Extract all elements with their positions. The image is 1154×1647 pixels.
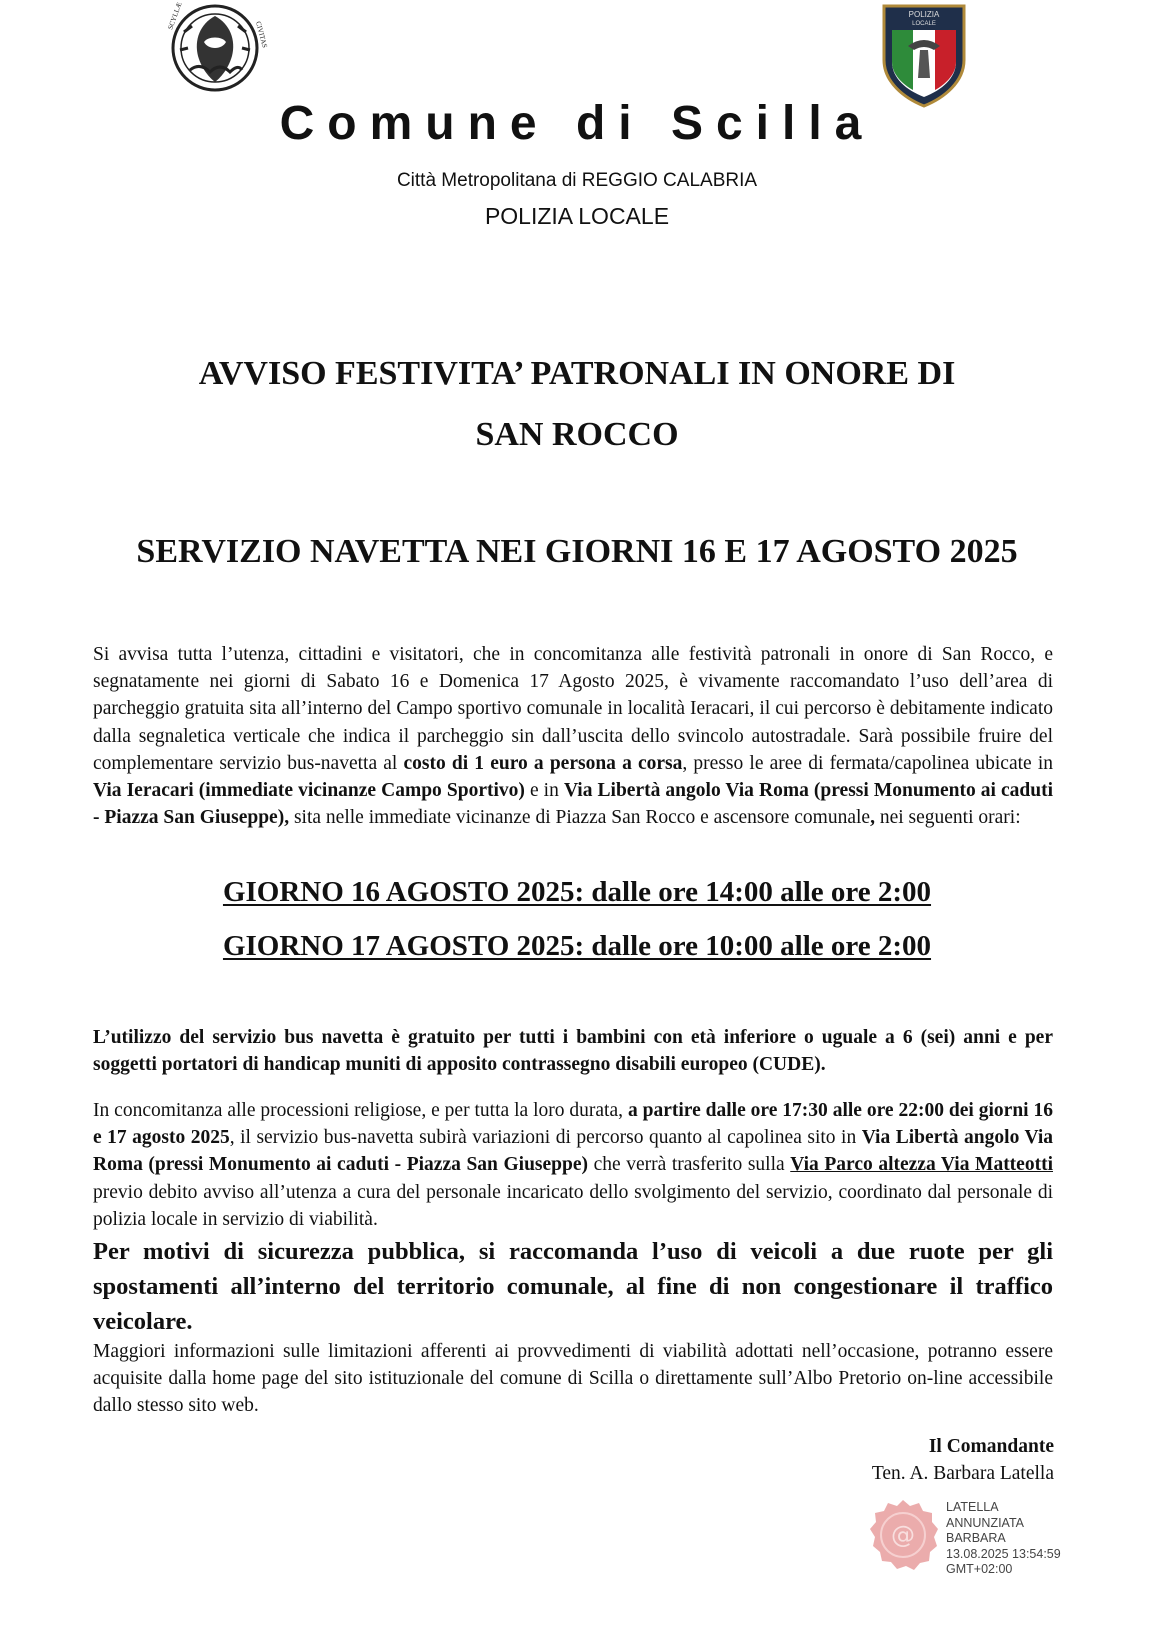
- digital-signature-timezone: GMT+02:00: [946, 1562, 1013, 1577]
- svg-text:LOCALE: LOCALE: [912, 21, 936, 27]
- more-info-paragraph: Maggiori informazioni sulle limitazioni afferenti ai provvedimenti di viabilità adottati nell’occasione, potranno essere acquisite dalla home page del sito istituzionale del comune di Scilla o direttamente sull’Albo Pretorio on-line accessibile dallo stesso sito web.: [93, 1341, 1053, 1417]
- svg-text:@: @: [891, 1521, 915, 1549]
- svg-text:POLIZIA: POLIZIA: [908, 10, 940, 19]
- digital-signature-line: LATELLA: [946, 1500, 999, 1514]
- municipal-seal-logo: [160, 0, 270, 100]
- municipality-title: Comune di Scilla: [279, 97, 875, 150]
- polizia-locale-badge-logo: [878, 0, 970, 108]
- notice-title-line2: SAN ROCCO: [475, 416, 679, 453]
- digital-signature-info: [946, 1500, 1146, 1578]
- signature-name: Ten. A. Barbara Latella: [871, 1463, 1054, 1484]
- free-service-paragraph: L’utilizzo del servizio bus navetta è gratuito per tutti i bambini con età inferiore o uguale a 6 (sei) anni e per soggetti portatori di handicap muniti di apposito contrassegno disabili europeo (CUDE).: [93, 1027, 1053, 1076]
- svg-text:CIVITAS: CIVITAS: [254, 20, 269, 49]
- digital-signature-timestamp: 13.08.2025 13:54:59: [946, 1546, 1061, 1561]
- intro-paragraph: Si avvisa tutta l’utenza, cittadini e visitatori, che in concomitanza alle festività patronali in onore di San Rocco, e segnatamente nei giorni di Sabato 16 e Domenica 17 Agosto 2025, è vivamente raccomandato l’uso dell’area di parcheggio gratuita sita all’interno del Campo sportivo comunale in località Ieracari, il cui percorso è debitamente indicato dalla segnaletica verticale che indica il parcheggio sin dall’uscita dello svincolo autostradale. Sarà possibile fruire del complementare servizio bus-navetta al costo di 1 euro a persona a corsa, presso le aree di fermata/capolinea ubicate in Via Ieracari (immediate vicinanze Campo Sportivo) e in Via Libertà angolo Via Roma (pressi Monumento ai caduti - Piazza San Giuseppe), sita nelle immediate vicinanze di Piazza San Rocco e ascensore comunale, nei seguenti orari:: [93, 644, 1054, 829]
- svg-text:SCYLLÆ: SCYLLÆ: [166, 1, 184, 31]
- schedule-day-16: GIORNO 16 AGOSTO 2025: dalle ore 14:00 alle ore 2:00: [222, 876, 932, 908]
- schedule-day-17: GIORNO 17 AGOSTO 2025: dalle ore 10:00 alle ore 2:00: [222, 930, 932, 962]
- signature-role: Il Comandante: [928, 1436, 1054, 1457]
- safety-recommendation: Per motivi di sicurezza pubblica, si raccomanda l’uso di veicoli a due ruote per gli spostamenti all’interno del territorio comunale, al fine di non congestionare il traffico veicolare.: [93, 1238, 1053, 1335]
- notice-title-line1: AVVISO FESTIVITA’ PATRONALI IN ONORE DI: [198, 355, 956, 392]
- notice-subtitle: SERVIZIO NAVETTA NEI GIORNI 16 E 17 AGOSTO 2025: [136, 533, 1018, 570]
- processions-paragraph: In concomitanza alle processioni religiose, e per tutta la loro durata, a partire dalle ore 17:30 alle ore 22:00 dei giorni 16 e 17 agosto 2025, il servizio bus-navetta subirà variazioni di percorso quanto al capolinea sito in Via Libertà angolo Via Roma (pressi Monumento ai caduti - Piazza San Giuseppe) che verrà trasferito sulla Via Parco altezza Via Matteotti previo debito avviso all’utenza a cura del personale incaricato dello svolgimento del servizio, coordinato dal personale di polizia locale in servizio di viabilità.: [93, 1100, 1053, 1230]
- digital-signature-stamp-icon: [866, 1497, 940, 1571]
- digital-signature-line: ANNUNZIATA: [946, 1515, 1025, 1530]
- metropolitan-city-subtitle: Città Metropolitana di REGGIO CALABRIA: [396, 170, 758, 191]
- department-name: POLIZIA LOCALE: [484, 203, 670, 229]
- digital-signature-line: BARBARA: [946, 1531, 1006, 1546]
